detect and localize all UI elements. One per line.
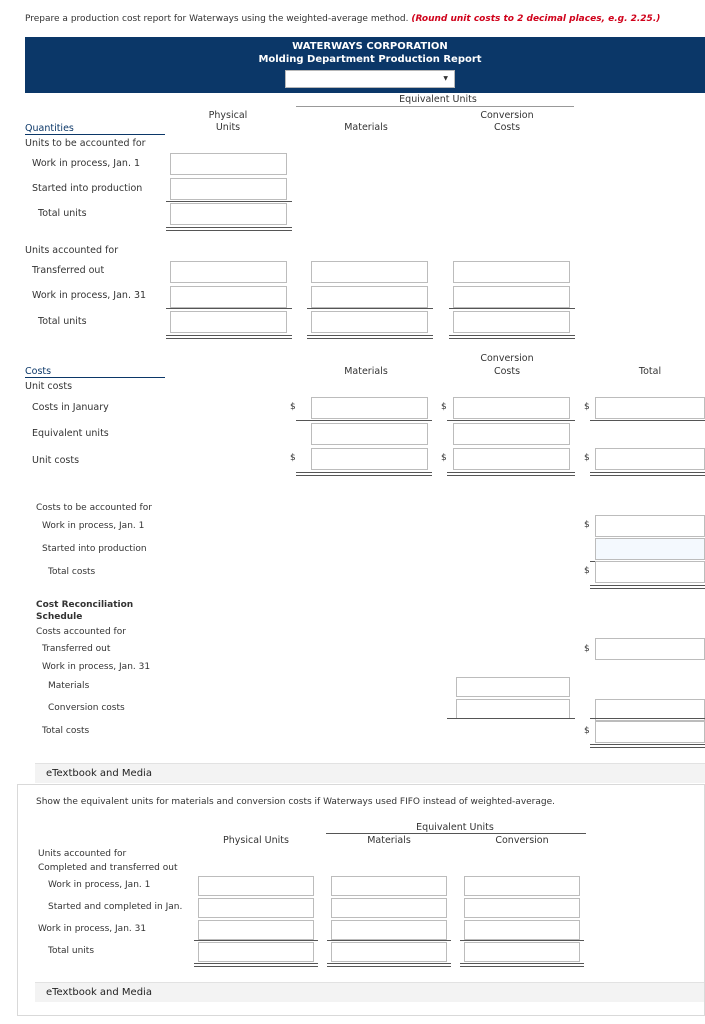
total-units-2-physical-input[interactable] [170, 311, 287, 333]
total-units-rule [166, 201, 292, 202]
recon-conversion-label: Conversion costs [48, 703, 125, 713]
fifo-equiv-header: Equivalent Units [416, 822, 494, 833]
report-title: Molding Department Production Report [258, 54, 482, 65]
rule-recon-total [590, 718, 705, 719]
fifo-total-conversion-input[interactable] [464, 942, 580, 962]
wip-jan1-physical-input[interactable] [170, 153, 287, 175]
rule-conv-2 [449, 308, 575, 309]
instructions-text: Prepare a production cost report for Waterways using the weighted-average method. [25, 14, 409, 24]
double-rule-uc-conv [447, 472, 575, 476]
wip-jan31-conversion-input[interactable] [453, 286, 570, 308]
physical-units-header-1: Physical [208, 110, 248, 121]
double-rule-conv [449, 335, 575, 339]
costs-jan-conversion-input[interactable] [453, 397, 570, 419]
fifo-wip-jan1-conversion-input[interactable] [464, 876, 580, 896]
costs-total-header: Total [638, 366, 662, 377]
currency-symbol: $ [441, 402, 447, 412]
total-units-double-rule [166, 227, 292, 231]
currency-symbol: $ [584, 644, 590, 654]
unit-cost-conversion-input[interactable] [453, 448, 570, 470]
total-units-2-label: Total units [38, 316, 87, 327]
fifo-equiv-rule [326, 833, 586, 834]
currency-symbol: $ [441, 453, 447, 463]
fifo-completed-label: Completed and transferred out [38, 863, 178, 873]
fifo-wip-jan1-physical-input[interactable] [198, 876, 314, 896]
chevron-down-icon: ▼ [443, 75, 448, 82]
fifo-total-units-label: Total units [48, 946, 95, 956]
costs-jan-materials-input[interactable] [311, 397, 428, 419]
equiv-conversion-input[interactable] [453, 423, 570, 445]
currency-symbol: $ [584, 402, 590, 412]
recon-total-costs-input[interactable] [595, 721, 705, 743]
cost-wip-jan1-input[interactable] [595, 515, 705, 537]
costs-in-january-label: Costs in January [32, 402, 109, 413]
transferred-conversion-input[interactable] [453, 261, 570, 283]
unit-cost-total-input[interactable] [595, 448, 705, 470]
rule-cost-mat [296, 420, 432, 421]
physical-units-header-2: Units [215, 122, 241, 133]
fifo-conversion-header: Conversion [495, 835, 549, 846]
costs-underline [25, 377, 165, 378]
costs-materials-header: Materials [344, 366, 388, 377]
fifo-wip-jan31-materials-input[interactable] [331, 920, 447, 940]
units-accounted-for-label: Units accounted for [25, 245, 119, 256]
instructions-emphasis: (Round unit costs to 2 decimal places, e.g. 2.25.) [411, 14, 661, 24]
costs-label: Costs [25, 366, 52, 377]
cost-total-costs-input[interactable] [595, 561, 705, 583]
recon-wip-jan31-label: Work in process, Jan. 31 [42, 662, 151, 672]
period-select[interactable] [285, 70, 455, 88]
materials-header: Materials [344, 122, 388, 133]
fifo-double-conv [460, 963, 584, 967]
equivalent-units-header: Equivalent Units [399, 94, 477, 105]
unit-cost-materials-input[interactable] [311, 448, 428, 470]
equiv-materials-input[interactable] [311, 423, 428, 445]
recon-conversion-input[interactable] [456, 699, 570, 719]
transferred-physical-input[interactable] [170, 261, 287, 283]
currency-symbol: $ [584, 453, 590, 463]
equivalent-units-label: Equivalent units [32, 428, 109, 439]
double-rule-recon-total [590, 744, 705, 748]
total-units-label: Total units [38, 208, 87, 219]
wip-jan31-physical-input[interactable] [170, 286, 287, 308]
started-physical-input[interactable] [170, 178, 287, 200]
transferred-materials-input[interactable] [311, 261, 428, 283]
fifo-question: Show the equivalent units for materials and conversion costs if Waterways used FIFO instead of weighted-average. [36, 797, 556, 807]
started-label: Started into production [32, 183, 143, 194]
units-to-account-label: Units to be accounted for [25, 138, 146, 149]
total-units-2-materials-input[interactable] [311, 311, 428, 333]
rule-phys-2 [166, 308, 292, 309]
fifo-rule-mat [327, 940, 451, 941]
conversion-header-2: Costs [493, 122, 521, 133]
unit-costs-row-label: Unit costs [32, 455, 80, 466]
cost-wip-jan1-label: Work in process, Jan. 1 [42, 521, 145, 531]
recon-transferred-label: Transferred out [42, 644, 111, 654]
double-rule-total-costs [590, 585, 705, 589]
fifo-started-materials-input[interactable] [331, 898, 447, 918]
equivalent-units-rule [296, 106, 574, 107]
wip-jan31-materials-input[interactable] [311, 286, 428, 308]
total-units-2-conversion-input[interactable] [453, 311, 570, 333]
currency-symbol: $ [584, 520, 590, 530]
fifo-accounted-label: Units accounted for [38, 849, 127, 859]
fifo-wip-jan31-physical-input[interactable] [198, 920, 314, 940]
fifo-double-phys [194, 963, 318, 967]
costs-accounted-for-label: Costs accounted for [36, 627, 126, 637]
currency-symbol: $ [290, 402, 296, 412]
rule-cost-conv [447, 420, 575, 421]
currency-symbol: $ [584, 566, 590, 576]
fifo-materials-header: Materials [367, 835, 411, 846]
double-rule-mat [307, 335, 433, 339]
fifo-started-completed-label: Started and completed in Jan. [48, 902, 183, 912]
cost-total-costs-label: Total costs [48, 567, 96, 577]
fifo-total-materials-input[interactable] [331, 942, 447, 962]
fifo-wip-jan1-label: Work in process, Jan. 1 [48, 880, 151, 890]
costs-conversion-header-1: Conversion [480, 353, 534, 364]
wip-jan31-label: Work in process, Jan. 31 [32, 290, 147, 301]
costs-conversion-header-2: Costs [493, 366, 521, 377]
double-rule-uc-mat [296, 472, 432, 476]
recon-materials-input[interactable] [456, 677, 570, 697]
unit-costs-label: Unit costs [25, 381, 73, 392]
total-units-physical-input[interactable] [170, 203, 287, 225]
fifo-started-physical-input[interactable] [198, 898, 314, 918]
recon-total-costs-label: Total costs [42, 726, 90, 736]
quantities-underline [25, 134, 165, 135]
costs-jan-total-input[interactable] [595, 397, 705, 419]
fifo-wip-jan1-materials-input[interactable] [331, 876, 447, 896]
fifo-started-conversion-input[interactable] [464, 898, 580, 918]
wip-jan1-label: Work in process, Jan. 1 [32, 158, 141, 169]
currency-symbol: $ [584, 726, 590, 736]
fifo-double-mat [327, 963, 451, 967]
recon-transferred-input[interactable] [595, 638, 705, 660]
reconciliation-label-2: Schedule [36, 612, 83, 622]
reconciliation-label-1: Cost Reconciliation [36, 600, 134, 610]
recon-materials-label: Materials [48, 681, 90, 691]
double-rule-phys [166, 335, 292, 339]
cost-started-label: Started into production [42, 544, 147, 554]
fifo-total-physical-input[interactable] [198, 942, 314, 962]
costs-to-account-label: Costs to be accounted for [36, 503, 152, 513]
quantities-label: Quantities [25, 123, 74, 134]
fifo-wip-jan31-label: Work in process, Jan. 31 [38, 924, 147, 934]
instructions [25, 14, 660, 24]
fifo-etextbook-link[interactable]: eTextbook and Media [46, 987, 152, 998]
etextbook-link[interactable]: eTextbook and Media [46, 768, 152, 779]
fifo-rule-phys [194, 940, 318, 941]
etextbook-bar[interactable] [35, 763, 705, 783]
rule-mat-2 [307, 308, 433, 309]
rule-recon-conv [447, 718, 575, 719]
currency-symbol: $ [290, 453, 296, 463]
rule-cost-total [590, 420, 705, 421]
fifo-etextbook-bar[interactable] [35, 982, 704, 1002]
double-rule-uc-total [590, 472, 705, 476]
conversion-header-1: Conversion [480, 110, 534, 121]
company-name: WATERWAYS CORPORATION [292, 41, 448, 52]
fifo-physical-header: Physical Units [223, 835, 289, 846]
cost-started-input[interactable] [595, 538, 705, 560]
transferred-out-label: Transferred out [32, 265, 105, 276]
fifo-rule-conv [460, 940, 584, 941]
fifo-wip-jan31-conversion-input[interactable] [464, 920, 580, 940]
